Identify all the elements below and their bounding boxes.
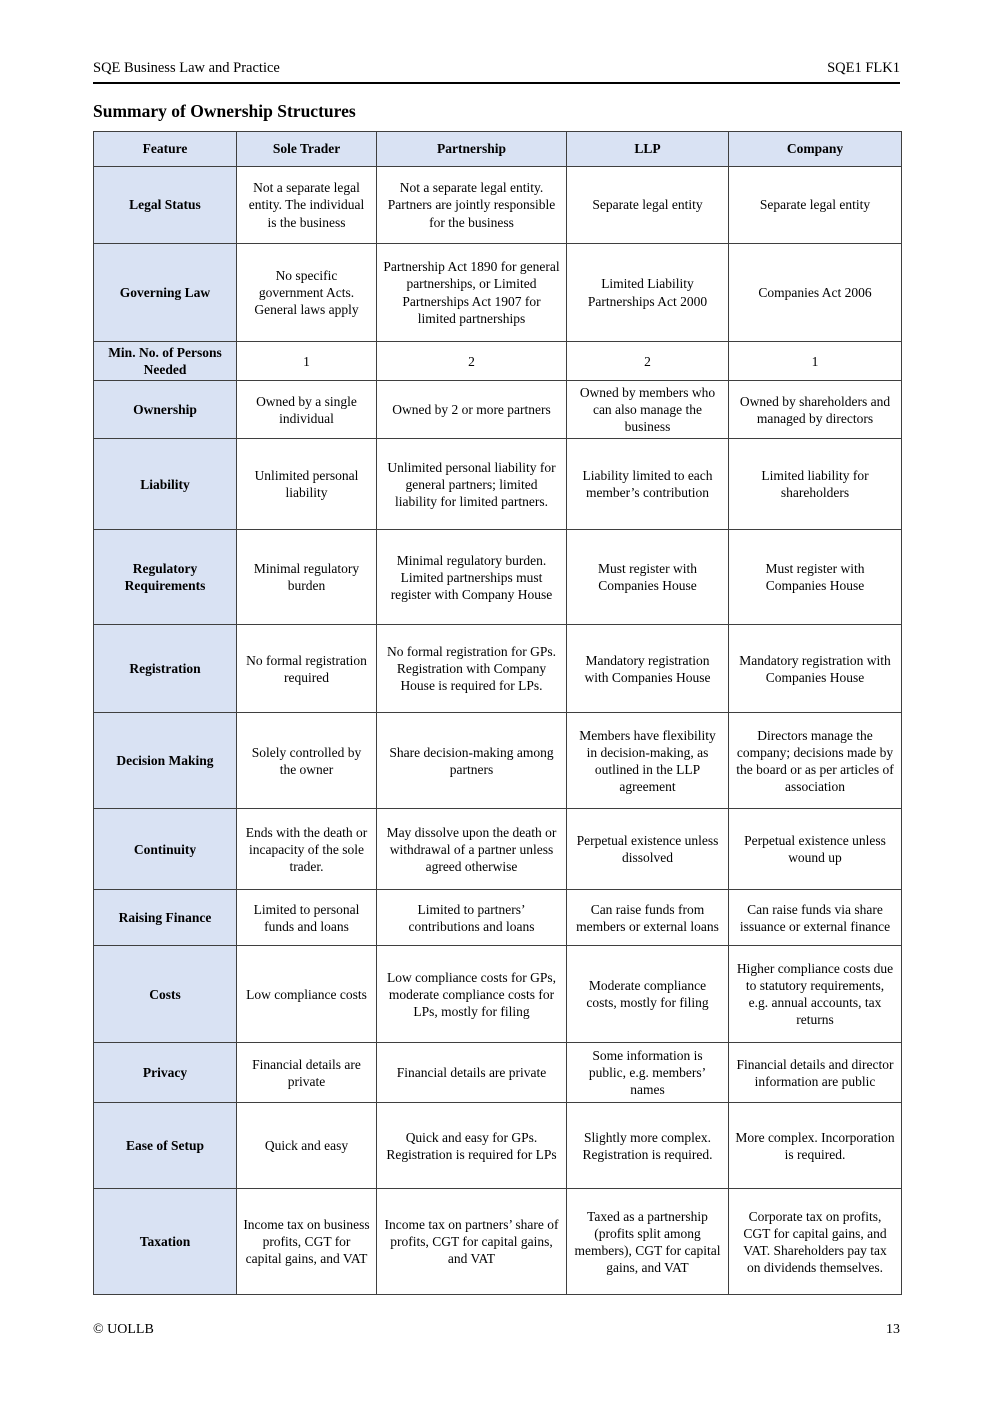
value-cell: No formal registration for GPs. Registration with Company House is required for LPs. [377,625,567,713]
table-row [94,439,902,530]
page-title: Summary of Ownership Structures [93,101,356,121]
value-cell: 1 [237,342,377,381]
value-cell: Owned by a single individual [237,381,377,439]
value-cell: Share decision-making among partners [377,713,567,809]
feature-cell: Min. No. of Persons Needed [94,342,237,381]
value-cell: Taxed as a partnership (profits split among members), CGT for capital gains, and VAT [567,1189,729,1295]
column-header: Partnership [377,132,567,167]
value-cell: Mandatory registration with Companies House [567,625,729,713]
value-cell: Perpetual existence unless dissolved [567,809,729,890]
value-cell: Some information is public, e.g. members’ names [567,1043,729,1103]
value-cell: Limited to partners’ contributions and loans [377,890,567,946]
value-cell: Owned by 2 or more partners [377,381,567,439]
value-cell: Companies Act 2006 [729,244,902,342]
value-cell: Financial details are private [237,1043,377,1103]
page-header [93,60,900,84]
value-cell: Higher compliance costs due to statutory requirements, e.g. annual accounts, tax returns [729,946,902,1043]
value-cell: May dissolve upon the death or withdrawal of a partner unless agreed otherwise [377,809,567,890]
ownership-structures-table [93,131,902,1295]
value-cell: Owned by members who can also manage the business [567,381,729,439]
value-cell: Must register with Companies House [729,530,902,625]
value-cell: Unlimited personal liability [237,439,377,530]
value-cell: 1 [729,342,902,381]
table-row [94,1103,902,1189]
value-cell: Minimal regulatory burden [237,530,377,625]
value-cell: Moderate compliance costs, mostly for filing [567,946,729,1043]
feature-cell: Legal Status [94,167,237,244]
value-cell: Can raise funds from members or external loans [567,890,729,946]
column-header: LLP [567,132,729,167]
value-cell: 2 [567,342,729,381]
feature-cell: Costs [94,946,237,1043]
value-cell: Low compliance costs [237,946,377,1043]
feature-cell: Ownership [94,381,237,439]
table-row [94,342,902,381]
value-cell: Can raise funds via share issuance or external finance [729,890,902,946]
feature-cell: Governing Law [94,244,237,342]
page-footer [93,1322,900,1338]
table-row [94,625,902,713]
value-cell: Separate legal entity [567,167,729,244]
table-row [94,167,902,244]
table-row [94,530,902,625]
feature-cell: Regulatory Requirements [94,530,237,625]
value-cell: Not a separate legal entity. The individual is the business [237,167,377,244]
value-cell: Slightly more complex. Registration is required. [567,1103,729,1189]
value-cell: Limited to personal funds and loans [237,890,377,946]
footer-copyright: © UOLLB [93,1322,154,1337]
table-row [94,381,902,439]
value-cell: Income tax on partners’ share of profits, CGT for capital gains, and VAT [377,1189,567,1295]
table-row [94,1189,902,1295]
value-cell: Not a separate legal entity. Partners are jointly responsible for the business [377,167,567,244]
value-cell: Quick and easy [237,1103,377,1189]
value-cell: Quick and easy for GPs. Registration is required for LPs [377,1103,567,1189]
value-cell: Financial details are private [377,1043,567,1103]
column-header: Feature [94,132,237,167]
value-cell: Directors manage the company; decisions made by the board or as per articles of association [729,713,902,809]
value-cell: Income tax on business profits, CGT for capital gains, and VAT [237,1189,377,1295]
table-row [94,713,902,809]
value-cell: Limited Liability Partnerships Act 2000 [567,244,729,342]
value-cell: Mandatory registration with Companies House [729,625,902,713]
value-cell: Financial details and director information are public [729,1043,902,1103]
feature-cell: Taxation [94,1189,237,1295]
feature-cell: Liability [94,439,237,530]
value-cell: Separate legal entity [729,167,902,244]
value-cell: Solely controlled by the owner [237,713,377,809]
value-cell: Low compliance costs for GPs, moderate compliance costs for LPs, mostly for filing [377,946,567,1043]
feature-cell: Continuity [94,809,237,890]
table-row [94,809,902,890]
value-cell: Minimal regulatory burden. Limited partnerships must register with Company House [377,530,567,625]
value-cell: 2 [377,342,567,381]
value-cell: Members have flexibility in decision-making, as outlined in the LLP agreement [567,713,729,809]
table-row [94,890,902,946]
column-header: Sole Trader [237,132,377,167]
feature-cell: Privacy [94,1043,237,1103]
value-cell: Partnership Act 1890 for general partnerships, or Limited Partnerships Act 1907 for limited partnerships [377,244,567,342]
column-header: Company [729,132,902,167]
value-cell: No specific government Acts. General laws apply [237,244,377,342]
value-cell: Perpetual existence unless wound up [729,809,902,890]
feature-cell: Ease of Setup [94,1103,237,1189]
value-cell: More complex. Incorporation is required. [729,1103,902,1189]
header-exam-code: SQE1 FLK1 [827,60,900,76]
value-cell: Limited liability for shareholders [729,439,902,530]
value-cell: Ends with the death or incapacity of the sole trader. [237,809,377,890]
table-row [94,1043,902,1103]
feature-cell: Registration [94,625,237,713]
feature-cell: Raising Finance [94,890,237,946]
footer-page-number: 13 [886,1322,900,1337]
table-header-row [94,132,902,167]
table-body [94,167,902,1295]
table-row [94,946,902,1043]
header-document-title: SQE Business Law and Practice [93,60,280,76]
value-cell: Must register with Companies House [567,530,729,625]
value-cell: Liability limited to each member’s contribution [567,439,729,530]
value-cell: Unlimited personal liability for general partners; limited liability for limited partners. [377,439,567,530]
value-cell: Corporate tax on profits, CGT for capital gains, and VAT. Shareholders pay tax on dividends themselves. [729,1189,902,1295]
value-cell: No formal registration required [237,625,377,713]
table-row [94,244,902,342]
value-cell: Owned by shareholders and managed by directors [729,381,902,439]
feature-cell: Decision Making [94,713,237,809]
